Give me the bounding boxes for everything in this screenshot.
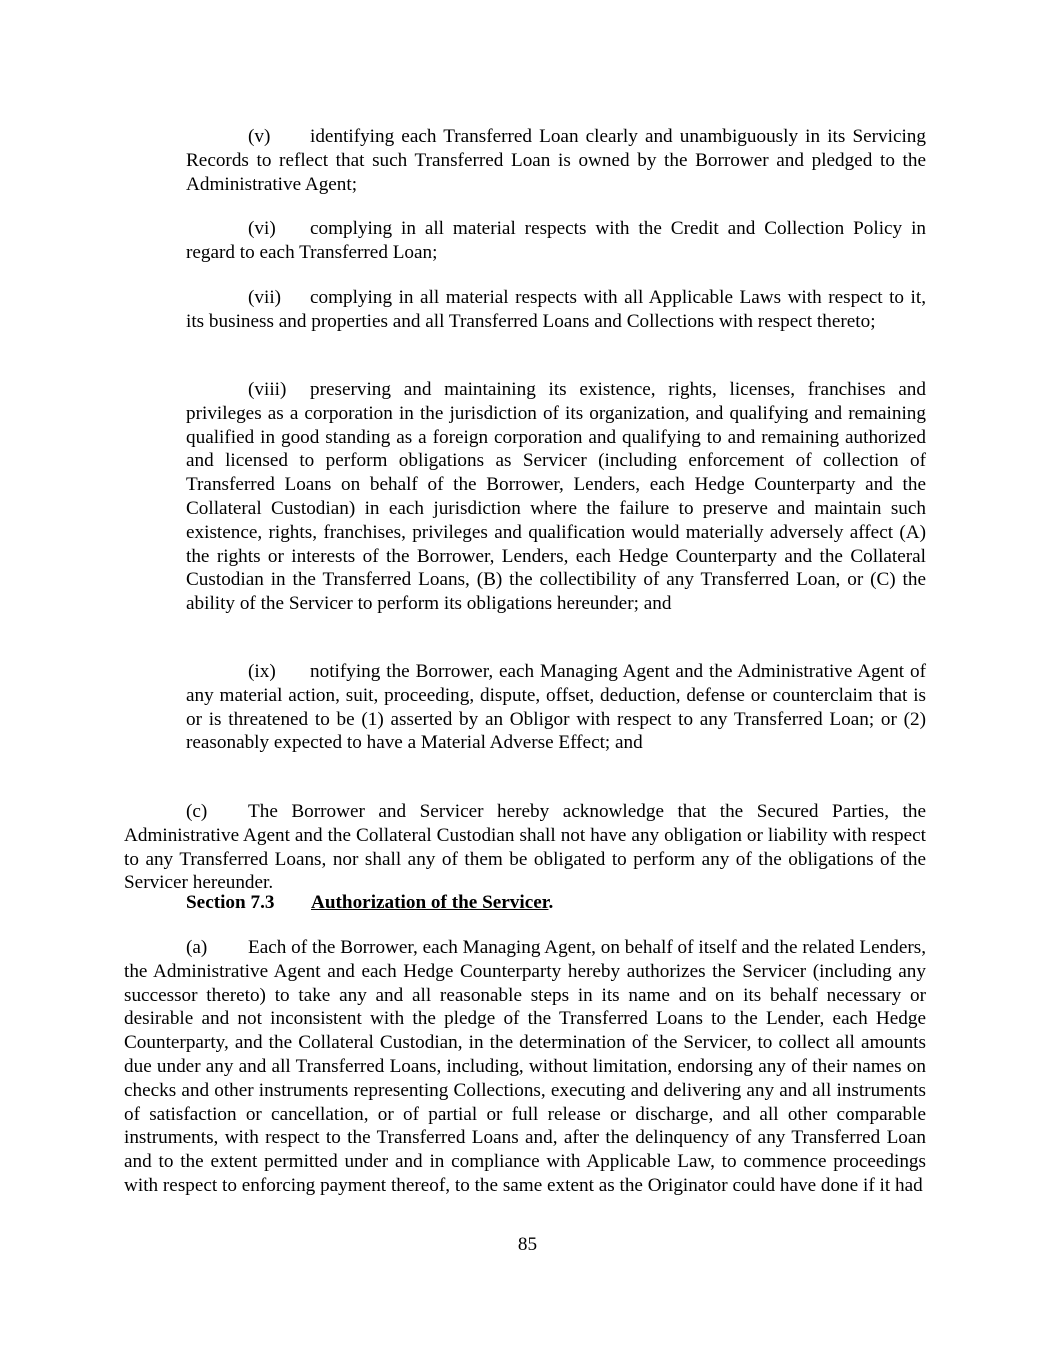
paragraph-c — [124, 800, 926, 895]
clause-text: complying in all material respects with the Credit and Collection Policy in regard to each Transferred Loan; — [186, 218, 926, 263]
clause-label: (viii) — [248, 379, 287, 400]
clause-label: (vi) — [248, 218, 276, 239]
paragraph-text: Each of the Borrower, each Managing Agent, on behalf of itself and the related Lenders, the Administrative Agent and each Hedge Counterparty hereby authorizes the Servicer (including any successor thereto) to take any and all reasonable steps in its name and on its behalf necessary or desirable and not inconsistent with the pledge of the Transferred Loans to the Lender, each Hedge Counterparty, and the Collateral Custodian, in the determination of the Servicer, to collect all amounts due under any and all Transferred Loans, including, without limitation, endorsing any of their names on checks and other instruments representing Collections, executing and delivering any and all instruments of satisfaction or cancellation, or of partial or full release or discharge, and all other comparable instruments, with respect to the Transferred Loans and, after the delinquency of any Transferred Loan and to the extent permitted under and in compliance with Applicable Law, to commence proceedings with respect to enforcing payment thereof, to the same extent as the Originator could have done if it had — [124, 937, 926, 1196]
clause-v — [186, 125, 926, 196]
paragraph-a — [124, 936, 926, 1198]
clause-text: complying in all material respects with all Applicable Laws with respect to it, its business and properties and all Transferred Loans and Collections with respect thereto; — [186, 287, 926, 332]
clause-ix — [186, 660, 926, 755]
clause-text: notifying the Borrower, each Managing Agent and the Administrative Agent of any material action, suit, proceeding, dispute, offset, deduction, defense or counterclaim that is or is threatened to be (1) asserted by an Obligor with respect to any Transferred Loan; or (2) reasonably expected to have a Material Adverse Effect; and — [186, 661, 926, 754]
clause-label: (v) — [248, 126, 271, 147]
paragraph-label: (a) — [186, 937, 208, 958]
section-title-period: . — [548, 892, 554, 913]
section-heading — [186, 891, 553, 915]
section-number: Section 7.3 — [186, 892, 275, 913]
paragraph-text: The Borrower and Servicer hereby acknowledge that the Secured Parties, the Administrative Agent and the Collateral Custodian shall not have any obligation or liability with respect to any Transferred Loans, nor shall any of them be obligated to perform any of the obligations of the Servicer hereunder. — [124, 801, 926, 894]
section-title: Authorization of the Servicer — [311, 892, 549, 913]
page-number: 85 — [517, 1234, 538, 1255]
clause-label: (vii) — [248, 287, 282, 308]
paragraph-label: (c) — [186, 801, 208, 822]
clause-label: (ix) — [248, 661, 276, 682]
clause-text: identifying each Transferred Loan clearly and unambiguously in its Servicing Records to reflect that such Transferred Loan is owned by the Borrower and pledged to the Administrative Agent; — [186, 126, 926, 195]
clause-text: preserving and maintaining its existence, rights, licenses, franchises and privileges as a corporation in the jurisdiction of its organization, and qualifying and remaining qualified in good standing as a foreign corporation and qualifying to and remaining authorized and licensed to perform obligations as Servicer (including enforcement of collection of Transferred Loans on behalf of the Borrower, Lenders, each Hedge Counterparty and the Collateral Custodian) in each jurisdiction where the failure to preserve and maintain such existence, rights, franchises, privileges and qualification would materially adversely affect (A) the rights or interests of the Borrower, Lenders, each Hedge Counterparty and the Collateral Custodian in the Transferred Loans, (B) the collectibility of any Transferred Loan, or (C) the ability of the Servicer to perform its obligations hereunder; and — [186, 379, 926, 615]
clause-vii — [186, 286, 926, 334]
clause-vi — [186, 217, 926, 265]
clause-viii — [186, 378, 926, 616]
